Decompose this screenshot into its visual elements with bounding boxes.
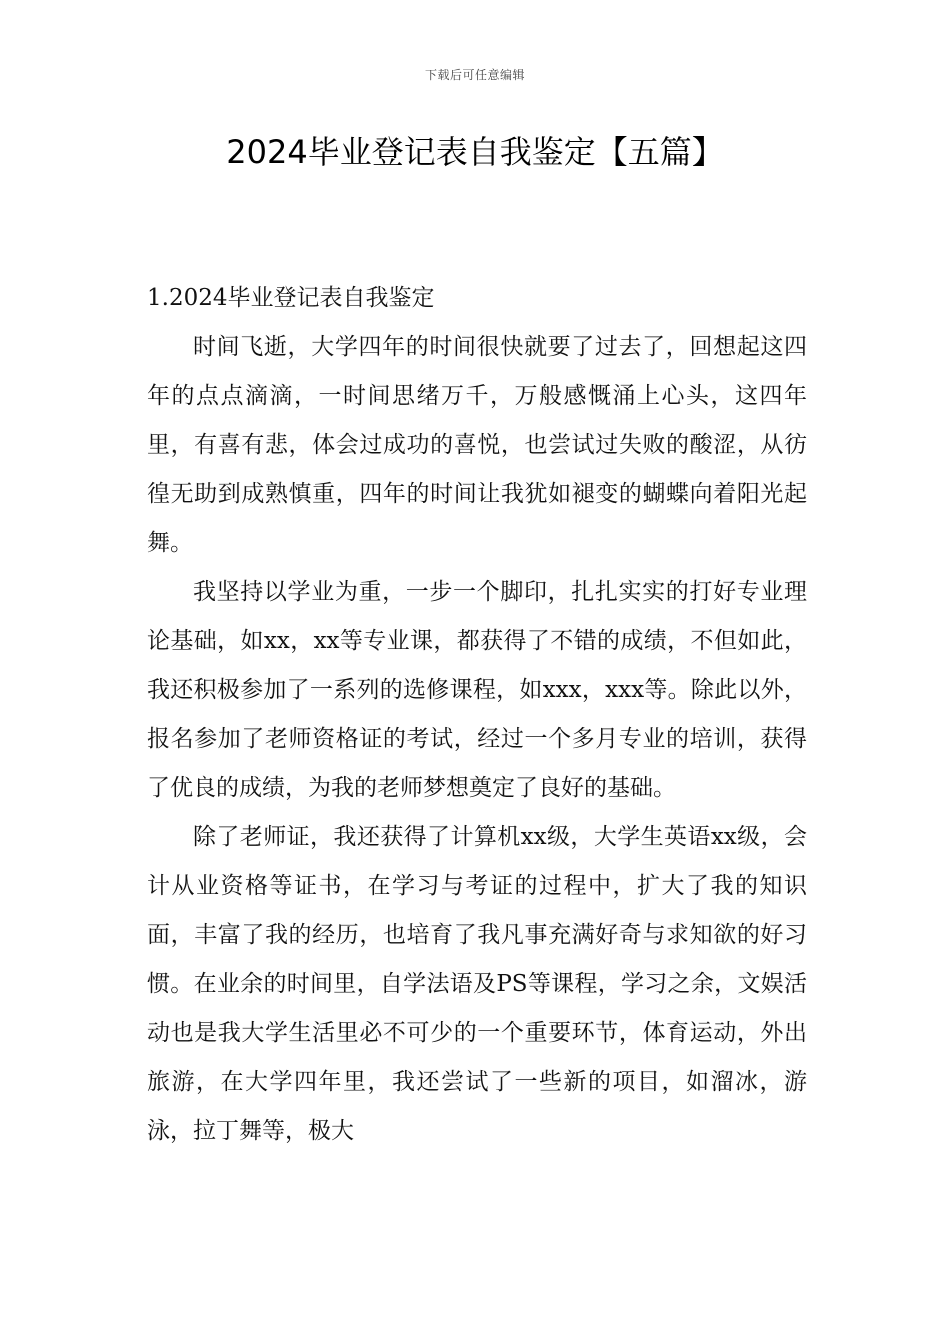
paragraph-1: 时间飞逝，大学四年的时间很快就要了过去了，回想起这四年的点点滴滴，一时间思绪万千，万般感慨涌上心头，这四年里，有喜有悲，体会过成功的喜悦，也尝试过失败的酸涩，从彷徨无助到成熟慎重，四年的时间让我犹如褪变的蝴蝶向着阳光起舞。 xyxy=(147,334,807,556)
paragraph-2: 我坚持以学业为重，一步一个脚印，扎扎实实的打好专业理论基础，如xx，xx等专业课，都获得了不错的成绩，不但如此，我还积极参加了一系列的选修课程，如xxx，xxx等。除此以外，报名参加了老师资格证的考试，经过一个多月专业的培训，获得了优良的成绩，为我的老师梦想奠定了良好的基础。 xyxy=(147,579,807,801)
paragraph-3: 除了老师证，我还获得了计算机xx级，大学生英语xx级，会计从业资格等证书，在学习与考证的过程中，扩大了我的知识面，丰富了我的经历，也培育了我凡事充满好奇与求知欲的好习惯。在业余的时间里，自学法语及PS等课程，学习之余，文娱活动也是我大学生活里必不可少的一个重要环节，体育运动，外出旅游，在大学四年里，我还尝试了一些新的项目，如溜冰，游泳，拉丁舞等，极大 xyxy=(147,824,807,1144)
header-note: 下载后可任意编辑 xyxy=(424,68,525,82)
section-heading: 1.2024毕业登记表自我鉴定 xyxy=(147,285,435,311)
document-body xyxy=(147,274,807,1156)
document-title: 2024毕业登记表自我鉴定【五篇】 xyxy=(226,133,724,171)
